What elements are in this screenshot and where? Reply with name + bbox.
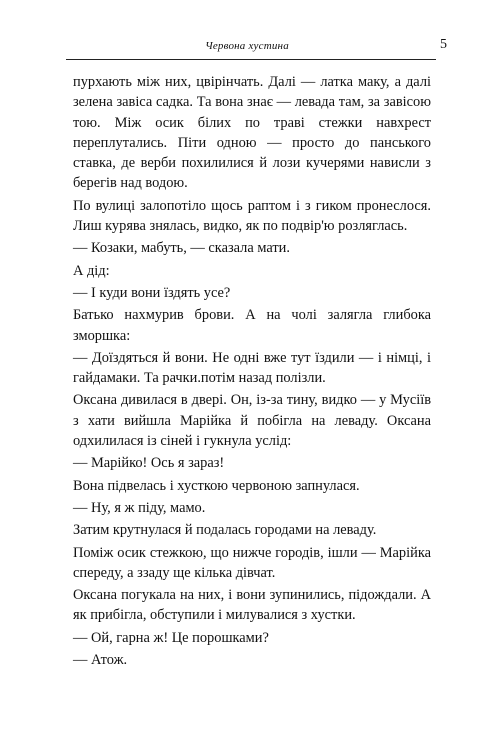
header-divider — [66, 59, 436, 60]
dialogue-line: — Атож. — [73, 652, 128, 669]
dialogue-line: — Марійко! Ось я зараз! — [73, 455, 225, 472]
dialogue-line: — Козаки, мабуть, — сказала мати. — [73, 240, 290, 257]
running-title: Червона хустина — [205, 40, 289, 52]
body-text — [73, 72, 431, 670]
paragraph: Оксана погукала на них, і вони зупинились, підождали. А як прибігла, обступили і милувалися з хустки. — [73, 587, 431, 624]
paragraph: По вулиці залопотіло щось раптом і з гиком пронеслося. Лиш курява знялась, видко, як по подвір'ю розляглась. — [73, 197, 431, 235]
page-number: 5 — [440, 37, 447, 52]
paragraph: пурхають між них, цвірінчать. Далі — латка маку, а далі зелена завіса садка. Та вона знає — левада там, за завісою тою. Між осик білих по траві стежки навхрест переплутались. Піти одною — просто до панського ставка, де верби похилилися й лози кучерями нависли з берегів над водою. — [73, 74, 431, 192]
dialogue-line: — Ну, я ж піду, мамо. — [73, 499, 206, 516]
paragraph: Вона підвелась і хусткою червоною запнулася. — [73, 477, 360, 494]
paragraph: Поміж осик стежкою, що нижче городів, ішли — Марійка спереду, а ззаду ще кілька дівчат. — [73, 544, 431, 581]
running-header — [0, 0, 494, 70]
paragraph: Оксана дивилася в двері. Он, із-за тину, видко — у Мусіїв з хати вийшла Марійка й побігла на леваду. Оксана одхилилася із сіней і гукнула услід: — [73, 392, 431, 450]
dialogue-line: — Доїздяться й вони. Не одні вже тут їздили — і німці, і гайдамаки. Та рачки.потім назад полізли. — [73, 349, 431, 387]
paragraph: Затим крутнулася й подалась городами на леваду. — [73, 522, 377, 539]
paragraph: А дід: — [73, 262, 110, 279]
dialogue-line: — Ой, гарна ж! Це порошками? — [73, 629, 269, 646]
dialogue-line: — І куди вони їздять усе? — [73, 284, 231, 301]
paragraph: Батько нахмурив брови. А на чолі залягла глибока зморшка: — [73, 307, 431, 344]
